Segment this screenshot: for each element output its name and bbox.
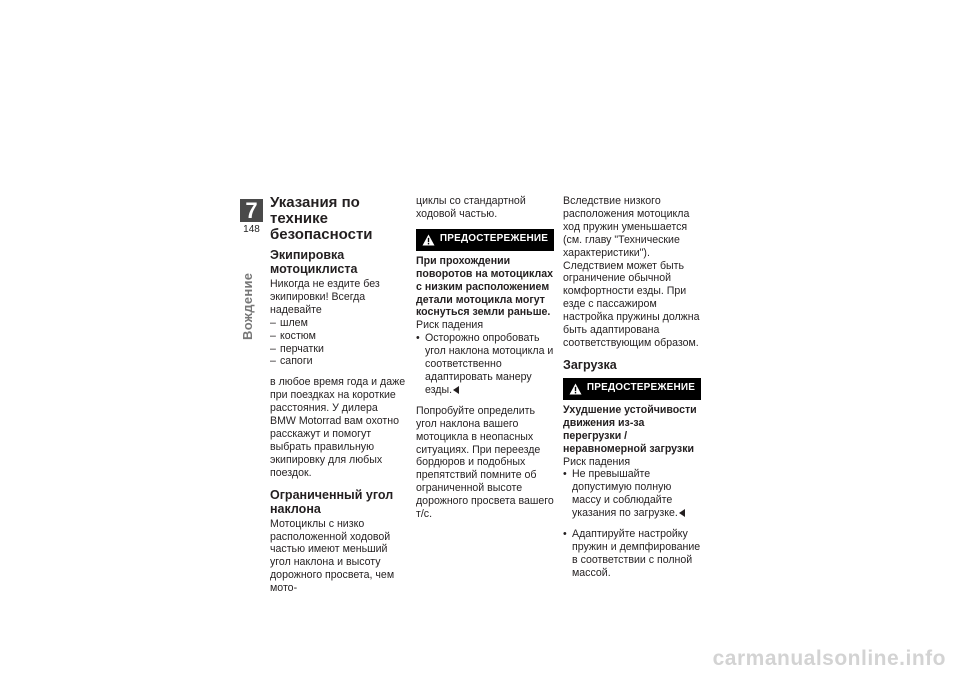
gear-list — [270, 317, 406, 369]
warning-label: ПРЕДОСТЕРЕЖЕНИЕ — [586, 382, 696, 394]
lean-heading: Ограниченный угол наклона — [270, 487, 394, 516]
suspension-text: Вследствие низкого расположения мотоцикла ход пружин уменьшается (см. главу "Технические характеристики"). Следствием может быть ограничение обычной комфортности езды. При езде с пассажиром настройка пружины должна быть адаптирована соответствующим образом. — [563, 195, 700, 349]
watermark: carmanualsonline.info — [712, 647, 946, 670]
column-2 — [416, 195, 554, 529]
end-marker-icon — [679, 509, 685, 517]
gear-text: в любое время года и даже при поездках на короткие расстояния. У дилера BMW Motorrad вам охотно расскажут и помогут выбрать правильную экипировку для любых поездок. — [270, 376, 406, 479]
risk-label: Риск падения — [416, 319, 484, 332]
continued-text: циклы со стандартной ходовой частью. — [416, 195, 526, 220]
warning-triangle-icon — [422, 234, 435, 246]
list-item: – костюм — [270, 330, 406, 343]
list-item: • Осторожно опробовать угол наклона мотоцикла и соответственно адаптировать манеру езды. — [416, 332, 554, 397]
warning-triangle-icon — [569, 383, 582, 395]
warning-bullets — [416, 332, 554, 397]
risk-label: Риск падения — [563, 455, 631, 468]
list-item: • Не превышайте допустимую полную массу и соблюдайте указания по загрузке. — [563, 468, 701, 520]
list-item: – перчатки — [270, 343, 406, 356]
gear-heading: Экипировка мотоциклиста — [270, 248, 358, 276]
warning-banner — [416, 229, 554, 251]
warning-text: При прохождении поворотов на мотоциклах с низким расположением детали мотоцикла могут коснуться земли раньше. — [416, 254, 553, 319]
list-item: – шлем — [270, 317, 406, 330]
warning-text: Ухудшение устойчивости движения из-за перегрузки / неравномерной загрузки — [563, 403, 697, 455]
chapter-number: 7 — [240, 199, 263, 222]
warning-bullets — [563, 468, 701, 579]
column-1 — [270, 195, 406, 603]
page-title: Указания по технике безопасности — [270, 194, 373, 243]
list-item: – сапоги — [270, 355, 406, 368]
lean-advice-text: Попробуйте определить угол наклона вашего мотоцикла в неопасных ситуациях. При переезде бордюров и подобных препятствий помните об ограниченной высоте дорожного просвета вашего т/с. — [416, 404, 554, 521]
section-title-vertical: Вождение — [240, 272, 255, 340]
gear-intro: Никогда не ездите без экипировки! Всегда надевайте — [270, 278, 380, 316]
end-marker-icon — [453, 386, 459, 394]
column-3 — [563, 195, 701, 588]
lean-text: Мотоциклы с низко расположенной ходовой частью имеют меньший угол наклона и высоту дорожного просвета, чем мото- — [270, 517, 395, 595]
load-heading: Загрузка — [563, 357, 617, 372]
page-number: 148 — [243, 224, 260, 235]
warning-banner — [563, 378, 701, 400]
warning-label: ПРЕДОСТЕРЕЖЕНИЕ — [439, 233, 549, 245]
list-item: • Адаптируйте настройку пружин и демпфирование в соответствии с полной массой. — [563, 528, 701, 580]
